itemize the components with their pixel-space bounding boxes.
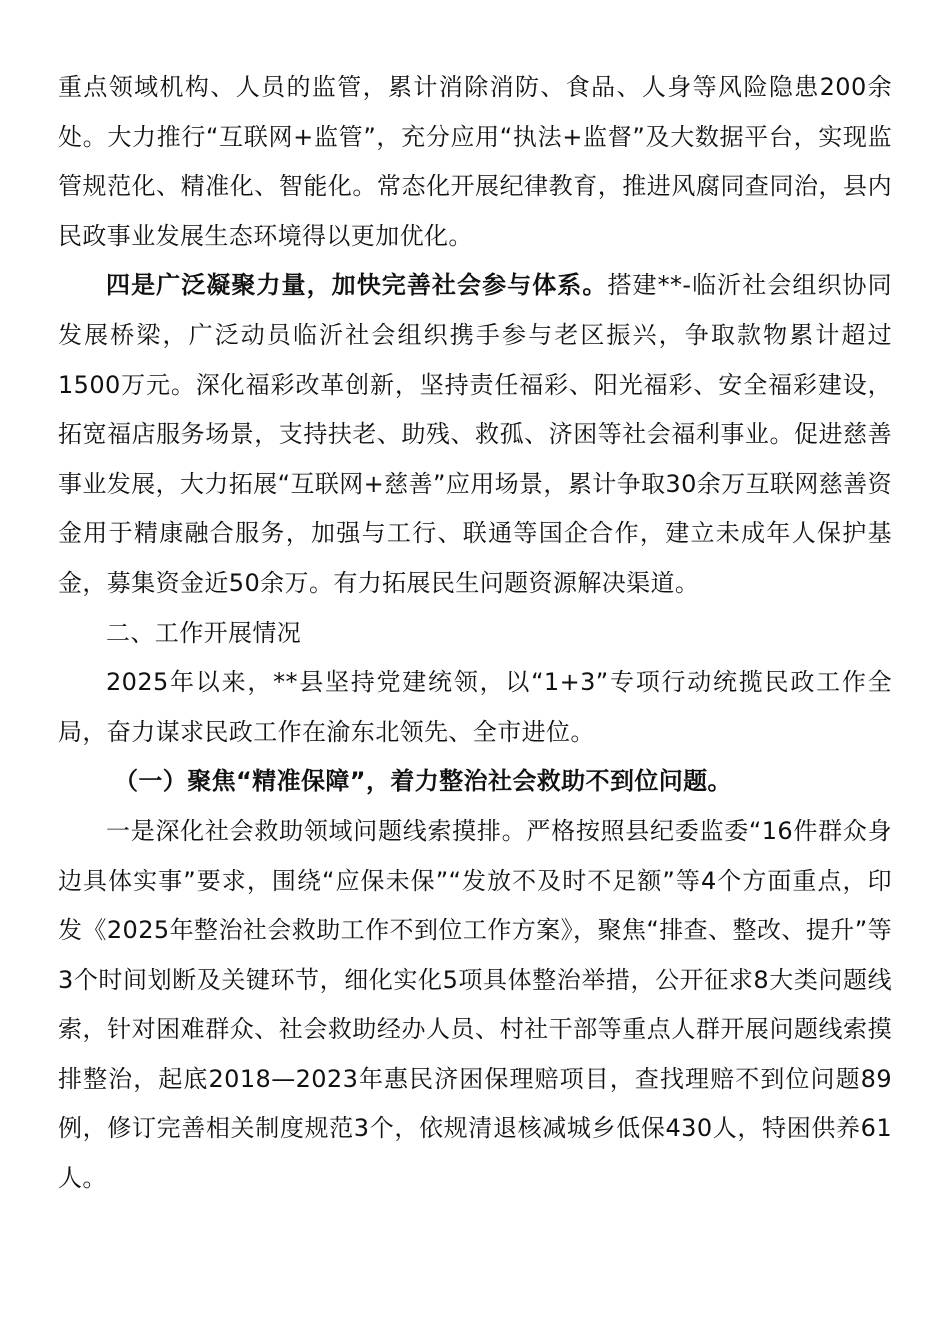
paragraph-body: 搭建**-临沂社会组织协同发展桥梁，广泛动员临沂社会组织携手参与老区振兴，争取款物累计超过1500万元。深化福彩改革创新，坚持责任福彩、阳光福彩、安全福彩建设，拓宽福店服务场景，支持扶老、助残、救孤、济困等社会福利事业。促进慈善事业发展，大力拓展“互联网+慈善”应用场景，累计争取30余万互联网慈善资金用于精康融合服务，加强与工行、联通等国企合作，建立未成年人保护基金，募集资金近50余万。有力拓展民生问题资源解决渠道。 (58, 271, 893, 597)
subsection-heading: （一）聚焦“精准保障”，着力整治社会救助不到位问题。 (114, 767, 732, 796)
paragraph-lead: 四是广泛凝聚力量，加快完善社会参与体系。 (106, 271, 608, 300)
section-heading: 二、工作开展情况 (106, 618, 302, 647)
paragraph-social-assistance: 一是深化社会救助领域问题线索摸排。严格按照县纪委监委“16件群众身边具体实事”要求，围绕“应保未保”“发放不及时不足额”等4个方面重点，印发《2025年整治社会救助工作不到位工作方案》，聚焦“排查、整改、提升”等3个时间划断及关键环节，细化实化5项具体整治举措，公开征求8大类问题线索，针对困难群众、社会救助经办人员、村社干部等重点人群开展问题线索摸排整治，起底2018—2023年惠民济困保理赔项目，查找理赔不到位问题89例，修订完善相关制度规范3个，依规清退核减城乡低保430人，特困供养61人。 (58, 816, 892, 1193)
paragraph-overview: 2025年以来，**县坚持党建统领，以“1+3”专项行动统揽民政工作全局，奋力谋求民政工作在渝东北领先、全市进位。 (58, 668, 892, 746)
paragraph-social-participation (58, 261, 892, 608)
paragraph-supervision: 重点领域机构、人员的监管，累计消除消防、食品、人身等风险隐患200余处。大力推行“互联网+监管”，充分应用“执法+监督”及大数据平台，实现监管规范化、精准化、智能化。常态化开展纪律教育，推进风腐同查同治，县内民政事业发展生态环境得以更加优化。 (58, 73, 892, 250)
document-page (58, 63, 892, 1204)
